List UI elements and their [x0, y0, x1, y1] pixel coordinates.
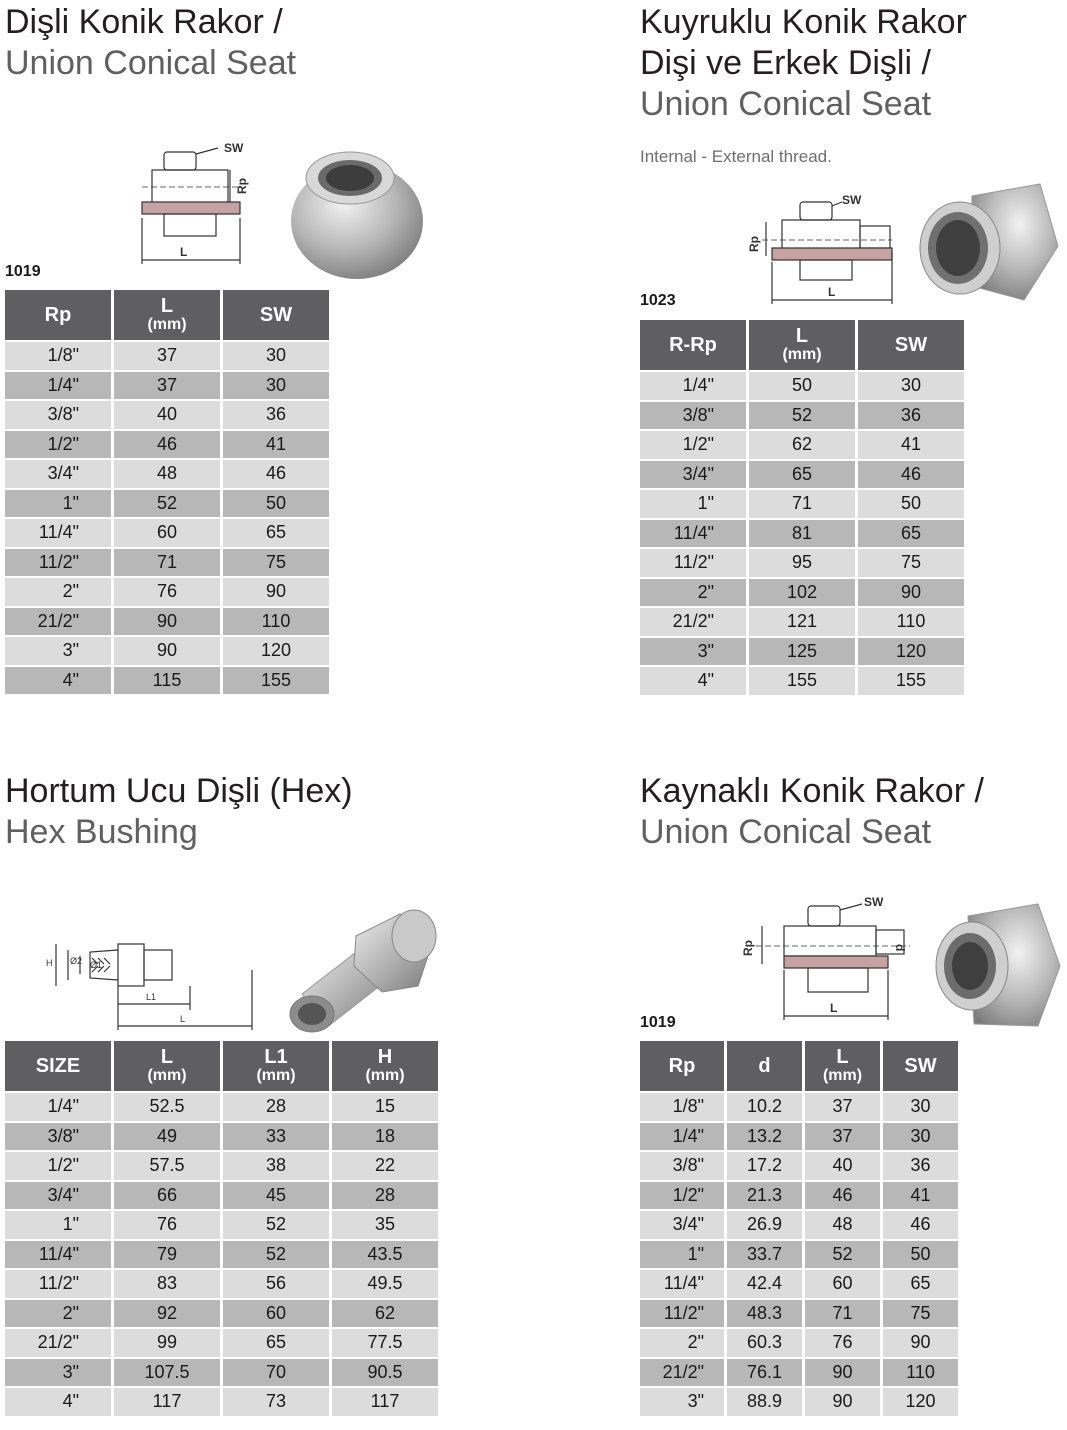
- section-hex-bushing: [5, 771, 353, 853]
- table-row: 2" 92 60 62: [5, 1300, 438, 1328]
- table-row: 11/2" 95 75: [640, 549, 964, 577]
- section-union-conical-seat-1023: [640, 2, 967, 167]
- table-row: 1" 76 52 35: [5, 1211, 438, 1239]
- table-row: 11/2" 83 56 49.5: [5, 1270, 438, 1298]
- table-row: 21/2" 121 110: [640, 608, 964, 636]
- product-photo-union: [282, 136, 432, 286]
- table-row: 4" 115 155: [5, 667, 329, 695]
- table-row: 3" 125 120: [640, 638, 964, 666]
- table-row: 3/8" 17.2 40 36: [640, 1152, 958, 1180]
- table-row: 21/2" 76.1 90 110: [640, 1359, 958, 1387]
- table-row: 3" 107.5 70 90.5: [5, 1359, 438, 1387]
- col-header: Rp: [5, 290, 111, 340]
- table-row: 11/4" 42.4 60 65: [640, 1270, 958, 1298]
- table-row: 11/4" 60 65: [5, 519, 329, 547]
- drawing-label-o2: Ø2: [70, 956, 83, 966]
- technical-drawing-union-male-female: [742, 192, 902, 308]
- drawing-label-l: L: [828, 285, 836, 299]
- col-header: d: [727, 1041, 802, 1091]
- section-title-tr: Dişli Konik Rakor /: [5, 3, 283, 41]
- col-header: SW: [858, 320, 964, 370]
- table-row: 4" 117 73 117: [5, 1388, 438, 1416]
- table-row: 3" 90 120: [5, 637, 329, 665]
- table-row: 2" 60.3 76 90: [640, 1329, 958, 1357]
- section-title-en: Union Conical Seat: [5, 44, 297, 82]
- table-row: 21/2" 99 65 77.5: [5, 1329, 438, 1357]
- table-row: 21/2" 90 110: [5, 608, 329, 636]
- table-row: 2" 76 90: [5, 578, 329, 606]
- table-header-row: [640, 320, 964, 370]
- product-photo-union-male-female: [912, 176, 1062, 316]
- drawing-label-h: H: [46, 958, 53, 968]
- product-code: 1019: [640, 1014, 676, 1031]
- col-header: L (mm): [114, 290, 220, 340]
- col-header: L (mm): [749, 320, 855, 370]
- table-row: 11/4" 79 52 43.5: [5, 1241, 438, 1269]
- table-row: 1/2" 21.3 46 41: [640, 1182, 958, 1210]
- table-row: 3/4" 26.9 48 46: [640, 1211, 958, 1239]
- table-row: 1/4" 13.2 37 30: [640, 1123, 958, 1151]
- col-header: L (mm): [805, 1041, 880, 1091]
- product-photo-weld-union: [928, 896, 1064, 1040]
- drawing-label-sw: SW: [224, 141, 244, 155]
- col-header: L (mm): [114, 1041, 220, 1091]
- section-title-en: Union Conical Seat: [640, 85, 932, 123]
- drawing-label-rp: Rp: [235, 178, 249, 194]
- section-union-conical-seat-1019: [5, 2, 296, 84]
- table-row: 3/8" 52 36: [640, 402, 964, 430]
- table-row: 1/4" 50 30: [640, 372, 964, 400]
- spec-table: [2, 288, 332, 696]
- spec-table: [637, 1039, 961, 1418]
- product-photo-hex-bushing: [282, 906, 442, 1042]
- table-row: 1" 52 50: [5, 490, 329, 518]
- col-header: H (mm): [332, 1041, 438, 1091]
- section-title-en: Union Conical Seat: [640, 813, 932, 851]
- table-row: 3/4" 65 46: [640, 461, 964, 489]
- drawing-label-sw: SW: [864, 895, 884, 909]
- product-code: 1023: [640, 292, 676, 309]
- table-row: 1/8" 37 30: [5, 342, 329, 370]
- table-row: 1" 71 50: [640, 490, 964, 518]
- table-row: 11/4" 81 65: [640, 520, 964, 548]
- section-title-en: Hex Bushing: [5, 813, 198, 851]
- table-row: 1/8" 10.2 37 30: [640, 1093, 958, 1121]
- drawing-label-sw: SW: [842, 193, 862, 207]
- technical-drawing-weld-union: [734, 888, 924, 1028]
- drawing-label-o1: Ø1: [90, 960, 103, 970]
- drawing-label-l1: L1: [146, 992, 157, 1002]
- col-header: SW: [223, 290, 329, 340]
- drawing-label-rp: Rp: [747, 236, 761, 252]
- section-title-tr: Kuyruklu Konik Rakor: [640, 3, 967, 41]
- section-weld-union-conical-seat: [640, 771, 984, 853]
- table-row: 11/2" 71 75: [5, 549, 329, 577]
- col-header: SIZE: [5, 1041, 111, 1091]
- drawing-label-l: L: [830, 1001, 838, 1015]
- table-row: 3/4" 66 45 28: [5, 1182, 438, 1210]
- table-row: 3/4" 48 46: [5, 460, 329, 488]
- drawing-label-d: d: [893, 944, 907, 952]
- table-row: 2" 102 90: [640, 579, 964, 607]
- drawing-label-rp: Rp: [741, 940, 755, 956]
- table-header-row: [5, 290, 329, 340]
- col-header: SW: [883, 1041, 958, 1091]
- table-row: 3" 88.9 90 120: [640, 1388, 958, 1416]
- section-title-tr-line2: Dişi ve Erkek Dişli /: [640, 44, 931, 82]
- section-title-tr: Hortum Ucu Dişli (Hex): [5, 772, 353, 810]
- drawing-label-l: L: [180, 245, 188, 259]
- table-row: 3/8" 40 36: [5, 401, 329, 429]
- table-row: 4" 155 155: [640, 667, 964, 695]
- table-header-row: [640, 1041, 958, 1091]
- table-row: 3/8" 49 33 18: [5, 1123, 438, 1151]
- col-header: R-Rp: [640, 320, 746, 370]
- table-row: 1/2" 46 41: [5, 431, 329, 459]
- technical-drawing-hex-bushing: [42, 930, 262, 1034]
- drawing-label-l: L: [180, 1014, 186, 1024]
- table-header-row: [5, 1041, 438, 1091]
- table-row: 1/2" 62 41: [640, 431, 964, 459]
- product-code: 1019: [5, 263, 41, 280]
- col-header: Rp: [640, 1041, 724, 1091]
- technical-drawing-union: [132, 138, 272, 266]
- table-row: 11/2" 48.3 71 75: [640, 1300, 958, 1328]
- table-row: 1/4" 52.5 28 15: [5, 1093, 438, 1121]
- table-row: 1/2" 57.5 38 22: [5, 1152, 438, 1180]
- section-title-tr: Kaynaklı Konik Rakor /: [640, 772, 984, 810]
- table-row: 1/4" 37 30: [5, 372, 329, 400]
- table-row: 1" 33.7 52 50: [640, 1241, 958, 1269]
- col-header: L1 (mm): [223, 1041, 329, 1091]
- spec-table: [637, 318, 967, 697]
- spec-table: [2, 1039, 441, 1418]
- section-note: Internal - External thread.: [640, 147, 832, 166]
